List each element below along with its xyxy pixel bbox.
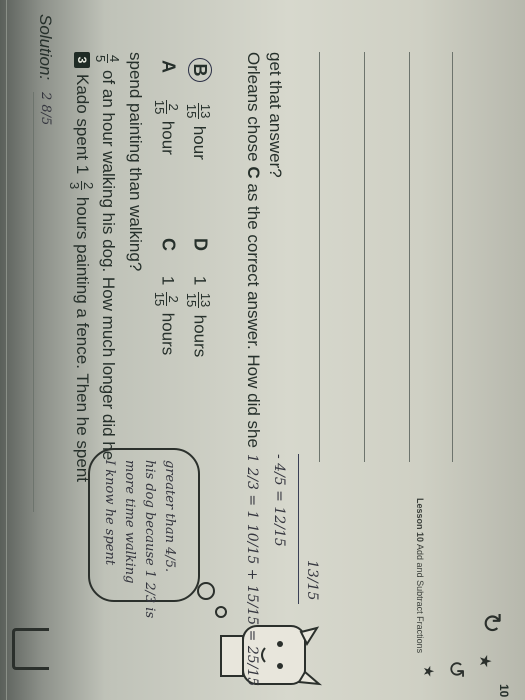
problem-line1-post: hours painting a fence. Then he spent	[73, 196, 93, 483]
answer-line-4	[452, 52, 453, 462]
choice-a-letter: A	[158, 60, 179, 73]
swirl-icon: ↻	[477, 612, 507, 634]
bubble-line-2: more time walking	[122, 460, 137, 584]
followup-bold-choice: C	[244, 166, 263, 179]
problem-number	[73, 52, 91, 68]
problem-number-badge: 3	[74, 52, 90, 68]
footer-lesson-title: Add and Subtract Fractions	[415, 544, 425, 654]
handwork-row-1: 1 2/3 = 1 10/15 + 15/15 = 25/15	[244, 454, 260, 687]
solution-scribble: 2 8/5	[38, 92, 53, 126]
solution-label: Solution:	[36, 14, 55, 81]
followup-post: as the correct answer. How did she	[244, 183, 263, 448]
choice-d-letter: D	[190, 238, 211, 251]
problem-line2-fraction: 4 5	[93, 55, 122, 63]
swirl-icon-2: ↺	[444, 660, 469, 679]
followup-line-2: get that answer?	[266, 52, 285, 178]
bubble-tail-dot-2	[215, 606, 227, 618]
page-number-fragment: 10	[497, 684, 511, 698]
binder-clip-icon	[12, 628, 49, 670]
choice-a-unit: hour	[158, 120, 178, 155]
choice-d-unit: hours	[190, 314, 210, 358]
followup-line-1	[243, 52, 263, 448]
bubble-line-3: his dog because 1 2/3 is	[142, 460, 157, 619]
page-top-rule	[6, 0, 7, 700]
handwork-row-3: 13/15	[304, 560, 320, 601]
footer-lesson	[415, 498, 425, 653]
problem-line-2	[94, 52, 121, 460]
cat-character-icon	[215, 618, 335, 698]
star-icon-2: ★	[421, 665, 437, 678]
answer-line-2	[364, 52, 365, 462]
choice-b[interactable]	[185, 58, 212, 160]
choice-c-whole: 1	[158, 275, 178, 286]
choice-b-unit: hour	[190, 125, 209, 160]
choice-d[interactable]	[185, 238, 212, 357]
handwork-row-2: - 4/5 = 12/15	[271, 454, 287, 547]
followup-pre: Orleans chose	[244, 52, 263, 162]
choice-d-fraction: 13 15	[184, 292, 213, 308]
solution-line	[33, 92, 34, 512]
choice-c[interactable]	[153, 238, 180, 355]
bubble-tail-dot-1	[197, 582, 215, 600]
choice-c-fraction: 2 15	[152, 291, 181, 307]
choice-c-unit: hours	[158, 312, 178, 356]
star-icon: ★	[476, 654, 493, 669]
choice-a-fraction: 2 15	[152, 99, 181, 115]
problem-line-3: spend painting than walking?	[126, 52, 145, 272]
footer-lesson-number: Lesson 10	[415, 498, 425, 543]
problem-line1-pre: Kado spent 1	[73, 74, 93, 175]
problem-line-1	[68, 74, 95, 482]
choice-c-letter: C	[158, 238, 179, 251]
choice-a[interactable]	[153, 60, 180, 155]
problem-line2-text: of an hour walking his dog. How much longer did he	[99, 69, 119, 461]
answer-line-1	[319, 52, 320, 462]
choice-b-fraction: 13 15	[183, 103, 213, 119]
handwork-subtraction-bar	[298, 454, 299, 604]
choice-b-letter-circled: B	[188, 58, 212, 82]
answer-line-3	[409, 52, 410, 462]
bubble-line-4: greater than 4/5.	[162, 460, 177, 573]
problem-line1-fraction: 2 3	[67, 181, 96, 190]
bubble-line-1: I know he spent	[102, 460, 117, 566]
choice-d-whole: 1	[190, 275, 210, 286]
